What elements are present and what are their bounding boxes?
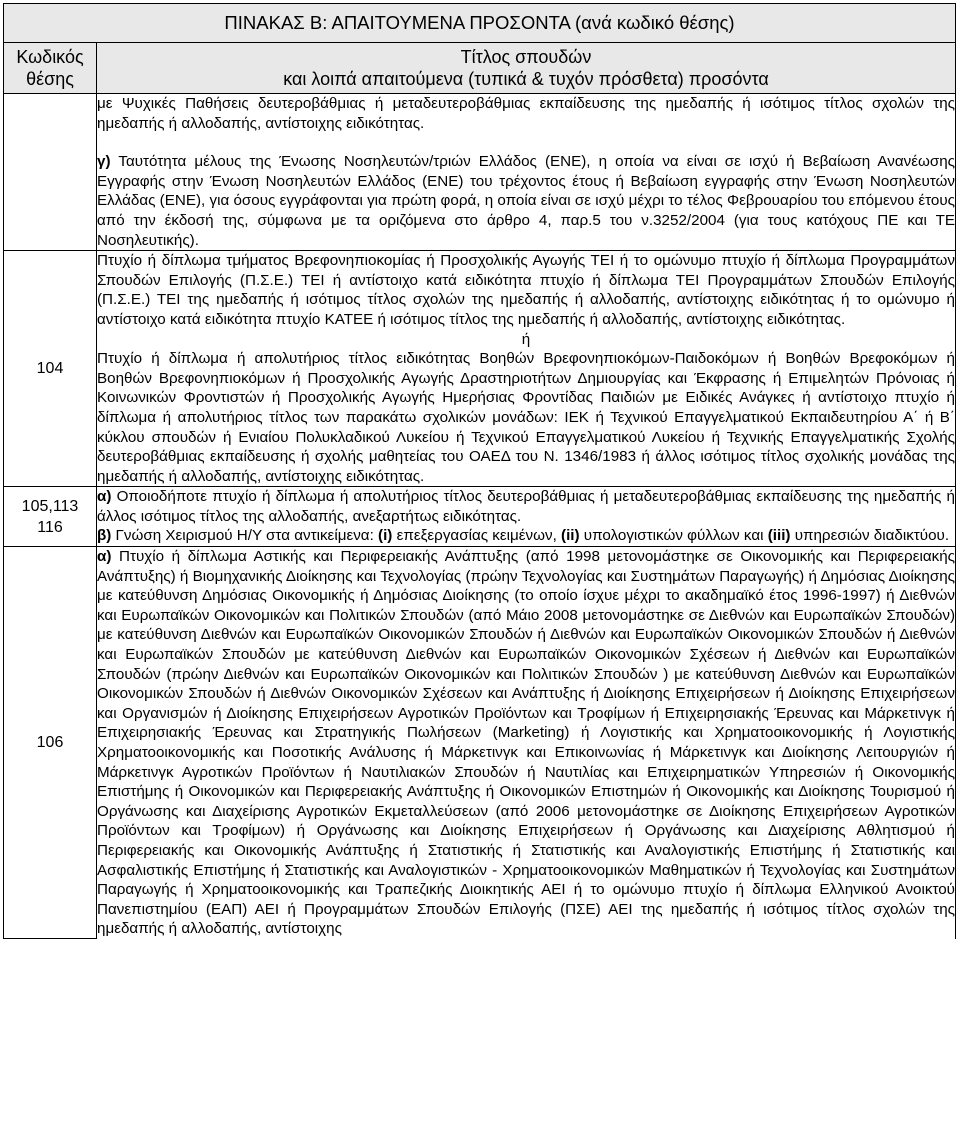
header-qual-line1: Τίτλος σπουδών: [460, 47, 592, 67]
position-code: 106: [4, 547, 97, 939]
header-qualifications: [97, 43, 956, 94]
item-text: υπολογιστικών φύλλων και: [579, 527, 768, 545]
item-a: [97, 547, 955, 939]
or-separator: ή: [521, 330, 531, 348]
header-code-line1: Κωδικός: [16, 47, 84, 67]
table-row: [4, 547, 956, 939]
table-title: ΠΙΝΑΚΑΣ Β: ΑΠΑΙΤΟΥΜΕΝΑ ΠΡΟΣΟΝΤΑ (ανά κωδικό θέσης): [4, 4, 956, 43]
header-code-line2: θέσης: [26, 69, 74, 89]
table-row: [4, 487, 956, 547]
item-label: α): [97, 488, 112, 506]
continued-text: με Ψυχικές Παθήσεις δευτεροβάθμιας ή μεταδευτεροβάθμιας εκπαίδευσης της ημεδαπής ή ισότιμος τίτλος σχολών της ημεδαπής ή αλλοδαπής, αντίστοιχης ειδικότητας.: [97, 95, 955, 132]
qualification-cell: [97, 547, 956, 939]
qualification-cell: [97, 487, 956, 547]
header-qual-line2: και λοιπά απαιτούμενα (τυπικά & τυχόν πρόσθετα) προσόντα: [283, 69, 769, 89]
position-code-line1: 105,113: [21, 497, 79, 515]
position-code: [4, 487, 97, 547]
item-text: επεξεργασίας κειμένων,: [392, 527, 562, 545]
qualification-cell: [97, 251, 956, 487]
item-b: [97, 526, 955, 546]
qualification-paragraph: Πτυχίο ή δίπλωμα ή απολυτήριος τίτλος ειδικότητας Βοηθών Βρεφονηπιοκόμων-Παιδοκόμων ή Βοηθών Βρεφοκόμων ή Βοηθών Βρεφονηπιοκόμων ή Προσχολικής Αγωγής Δραστηριοτήτων Δημιουργίας και Έκφρασης ή Επιμελητών Πρόνοιας ή Κοινωνικών Φροντιστών ή Προσχολικής Αγωγής Ημερήσιας Φροντίδας Παιδιών με Ειδικές Ανάγκες ή αντίστοιχο πτυχίο ή δίπλωμα ή απολυτήριος τίτλος των παρακάτω σχολικών μονάδων: ΙΕΚ ή Τεχνικού Επαγγελματικού Εκπαιδευτηρίου Α΄ ή Β΄ κύκλου σπουδών ή Ενιαίου Πολυκλαδικού Λυκείου ή Τεχνικού Επαγγελματικού Λυκείου ή Τεχνικής Επαγγελματικής Σχολής δευτεροβάθμιας εκπαίδευσης ή σχολής μαθητείας του ΟΑΕΔ του Ν. 1346/1983 ή άλλος ισότιμος τίτλος σχολικής μονάδας της ημεδαπής ή αλλοδαπής, αντίστοιχης ειδικότητας.: [97, 350, 955, 485]
table-row: [4, 94, 956, 251]
item-text: Πτυχίο ή δίπλωμα Αστικής και Περιφερειακής Ανάπτυξης (από 1998 μετονομάστηκε σε Οικονομικής και Περιφερειακής Ανάπτυξης) ή Βιομηχανικής Διοίκησης και Τεχνολογίας (πρώην Τεχνολογίας και Συστημάτων Παραγωγής) ή Δημόσιας Διοίκησης με κατεύθυνση Δημόσιας Οικονομικής ή Δημόσιας Διοίκησης (το οποίο ίσχυε μέχρι το ακαδημαϊκό έτος 1996-1997) ή Διεθνών και Ευρωπαϊκών Οικονομικών και Πολιτικών Σπουδών (από Μάιο 2008 μετονομάστηκε σε Διεθνών και Ευρωπαϊκών Σπουδών) με κατεύθυνση Διεθνών και Ευρωπαϊκών Οικονομικών Σπουδών ή Διεθνών και Ευρωπαϊκών Οικονομικών Σπουδών ή Διεθνών και Ευρωπαϊκών Σπουδών με κατεύθυνση Διεθνών και Ευρωπαϊκών Οικονομικών Σχέσεων ή Διεθνών και Ευρωπαϊκών Σπουδών (πρώην Διεθνών και Ευρωπαϊκών Οικονομικών και Πολιτικών Σπουδών ) με κατεύθυνση Διεθνών και Ευρωπαϊκών Οικονομικών Σπουδών ή Διεθνών Οικονομικών Σχέσεων και Ανάπτυξης ή Διοίκησης Επιχειρήσεων ή Διοίκησης Επιχειρήσεων και Οργανισμών ή Διοίκησης Επιχειρήσεων Αγροτικών Προϊόντων και Τροφίμων ή Επιχειρησιακής Έρευνας και Μάρκετινγκ ή Επιχειρησιακής Έρευνας και Στρατηγικής Πωλήσεων (Marketing) ή Λογιστικής και Χρηματοοικονομικής ή Λογιστικής Χρηματοοικονομικής και Ποσοτικής Ανάλυσης ή Μάρκετινγκ και Επικοινωνίας ή Μάρκετινγκ και Διοίκησης Λειτουργιών ή Μάρκετινγκ Αγροτικών Προϊόντων ή Ναυτιλιακών Σπουδών ή Ναυτιλίας και Επιχειρηματικών Υπηρεσιών ή Οικονομικής Επιστήμης ή Οικονομικών και Περιφερειακής Ανάπτυξης ή Οικονομικών Επιστημών ή Οικονομικής και Διοίκησης Τουρισμού ή Οργάνωσης και Διαχείρισης Αγροτικών Εκμεταλλεύσεων (από 2006 μετονομάστηκε σε Διοίκησης Επιχειρήσεων Αγροτικών Προϊόντων και Τροφίμων) ή Οργάνωσης και Διοίκησης Επιχειρήσεων ή Οργάνωσης και Διαχείρισης Αθλητισμού ή Περιφερειακής και Οικονομικής Ανάπτυξης ή Στατιστικής ή Στατιστικής και Αναλογιστικής Επιστήμης ή Στατιστικής και Ασφαλιστικής Επιστήμης ή Στατιστικής και Αναλογιστικών - Χρηματοοικονομικών Μαθηματικών ή Τεχνολογίας και Συστημάτων Παραγωγής ή Χρηματοοικονομικής και Τραπεζικής Διοικητικής ΑΕΙ ή το ομώνυμο πτυχίο ή δίπλωμα Ελληνικού Ανοικτού Πανεπιστημίου (ΕΑΠ) ΑΕΙ ή Προγραμμάτων Σπουδών Επιλογής (ΠΣΕ) ΑΕΙ της ημεδαπής ή ισότιμος τίτλος σχολών της ημεδαπής ή αλλοδαπής, αντίστοιχης: [97, 548, 955, 938]
header-position-code: [4, 43, 97, 94]
item-text: Γνώση Χειρισμού Η/Υ στα αντικείμενα:: [111, 527, 379, 545]
position-code: 104: [4, 251, 97, 487]
item-a: [97, 487, 955, 526]
sub-label: (iii): [767, 527, 791, 545]
position-code-line2: 116: [37, 518, 63, 536]
item-label: γ): [97, 153, 111, 171]
item-g: [97, 152, 955, 250]
sub-label: (ii): [561, 527, 580, 545]
item-text: Ταυτότητα μέλους της Ένωσης Νοσηλευτών/τριών Ελλάδος (ΕΝΕ), η οποία να είναι σε ισχύ ή Βεβαίωση Ανανέωσης Εγγραφής στην Ένωση Νοσηλευτών Ελλάδος (ΕΝΕ) του τρέχοντος έτους ή Βεβαίωση εγγραφής στην Ένωση Νοσηλευτών Ελλάδας (ΕΝΕ), για όσους εγγράφονται για πρώτη φορά, η οποία είναι σε ισχύ μέχρι το τέλος Φεβρουαρίου του επόμενου έτους από την έκδοσή της, σύμφωνα με τα οριζόμενα στο άρθρο 4, παρ.5 του ν.3252/2004 (για τους κατόχους ΠΕ και ΤΕ Νοσηλευτικής).: [97, 153, 955, 249]
table-row: [4, 251, 956, 487]
code-cell-empty: [4, 94, 97, 251]
item-label: β): [97, 527, 112, 545]
qualification-cell: [97, 94, 956, 251]
item-label: α): [97, 548, 112, 566]
requirements-table: [3, 3, 956, 939]
qualification-paragraph: Πτυχίο ή δίπλωμα τμήματος Βρεφονηπιοκομίας ή Προσχολικής Αγωγής ΤΕΙ ή το ομώνυμο πτυχίο ή δίπλωμα Προγραμμάτων Σπουδών Επιλογής (Π.Σ.Ε.) ΤΕΙ ή αντίστοιχο κατά ειδικότητα πτυχίο ή δίπλωμα ΤΕΙ Προγραμμάτων Σπουδών Επιλογής (Π.Σ.Ε.) ΤΕΙ της ημεδαπής ή ισότιμος τίτλος σχολών της ημεδαπής ή αλλοδαπής, αντίστοιχης ειδικότητας ή το ομώνυμο ή αντίστοιχο κατά ειδικότητα πτυχίο ΚΑΤΕΕ ή ισότιμος τίτλος της ημεδαπής ή αλλοδαπής, αντίστοιχης ειδικότητας.: [97, 252, 955, 328]
item-text: Οποιοδήποτε πτυχίο ή δίπλωμα ή απολυτήριος τίτλος δευτεροβάθμιας ή μεταδευτεροβάθμιας εκπαίδευσης της ημεδαπής ή άλλος ισότιμος τίτλος της αλλοδαπής, ανεξαρτήτως ειδικότητας.: [97, 488, 955, 525]
item-text: υπηρεσιών διαδικτύου.: [790, 527, 950, 545]
sub-label: (i): [378, 527, 393, 545]
